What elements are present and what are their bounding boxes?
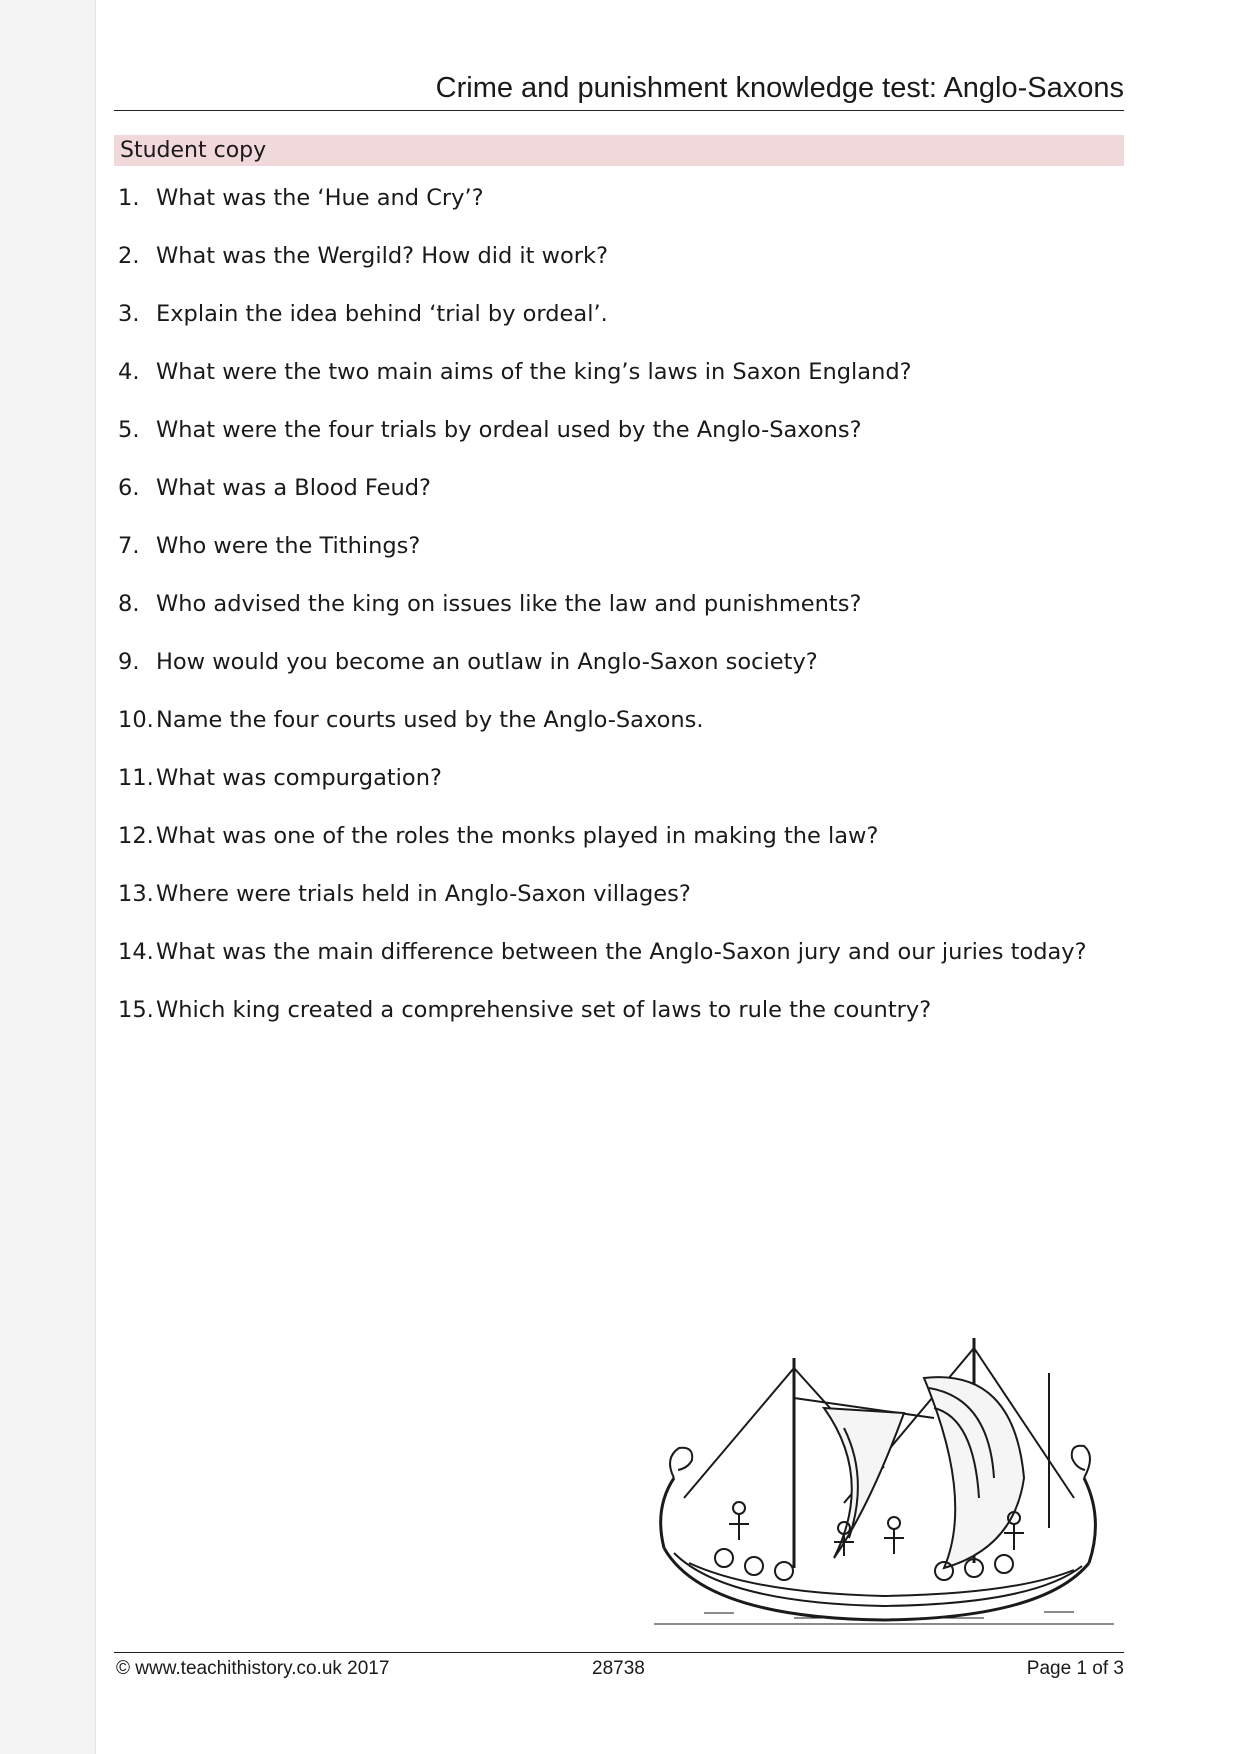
question-text: What was the ‘Hue and Cry’? — [156, 185, 484, 211]
question-number: 4. — [118, 359, 140, 385]
question-text: What was the main difference between the Anglo-Saxon jury and our juries today? — [156, 939, 1087, 965]
page-title: Crime and punishment knowledge test: Anglo-Saxons — [435, 72, 1124, 104]
question-text: What was compurgation? — [156, 765, 442, 791]
question-text: Which king created a comprehensive set of laws to rule the country? — [156, 997, 932, 1023]
question-number: 10. — [118, 707, 154, 733]
question-text: Who were the Tithings? — [156, 533, 421, 559]
question-text: Where were trials held in Anglo-Saxon villages? — [156, 881, 691, 907]
question-text: How would you become an outlaw in Anglo-Saxon society? — [156, 649, 818, 675]
question-text: Name the four courts used by the Anglo-Saxons. — [156, 707, 704, 733]
question-number: 3. — [118, 301, 140, 327]
question-text: What was one of the roles the monks played in making the law? — [156, 823, 879, 849]
footer-page-number: Page 1 of 3 — [1026, 1658, 1124, 1679]
footer-copyright: © www.teachithistory.co.uk 2017 — [116, 1658, 390, 1679]
question-number: 13. — [118, 881, 154, 907]
question-number: 6. — [118, 475, 140, 501]
question-text: Who advised the king on issues like the law and punishments? — [156, 591, 862, 617]
footer-divider — [114, 1652, 1124, 1653]
question-text: What were the four trials by ordeal used by the Anglo-Saxons? — [156, 417, 862, 443]
question-text: What was a Blood Feud? — [156, 475, 431, 501]
question-number: 7. — [118, 533, 140, 559]
document-page — [95, 0, 1240, 1754]
question-number: 14. — [118, 939, 154, 965]
question-number: 5. — [118, 417, 140, 443]
footer-resource-code: 28738 — [592, 1658, 645, 1679]
longship-illustration — [644, 1328, 1124, 1628]
section-banner — [114, 135, 1124, 166]
question-text: What were the two main aims of the king’s laws in Saxon England? — [156, 359, 912, 385]
question-number: 2. — [118, 243, 140, 269]
question-number: 12. — [118, 823, 154, 849]
question-number: 8. — [118, 591, 140, 617]
banner-label: Student copy — [120, 138, 267, 163]
question-text: Explain the idea behind ‘trial by ordeal’. — [156, 301, 608, 327]
question-number: 15. — [118, 997, 154, 1023]
question-number: 1. — [118, 185, 140, 211]
question-number: 11. — [118, 765, 154, 791]
question-text: What was the Wergild? How did it work? — [156, 243, 609, 269]
header-divider — [114, 110, 1124, 111]
question-number: 9. — [118, 649, 140, 675]
